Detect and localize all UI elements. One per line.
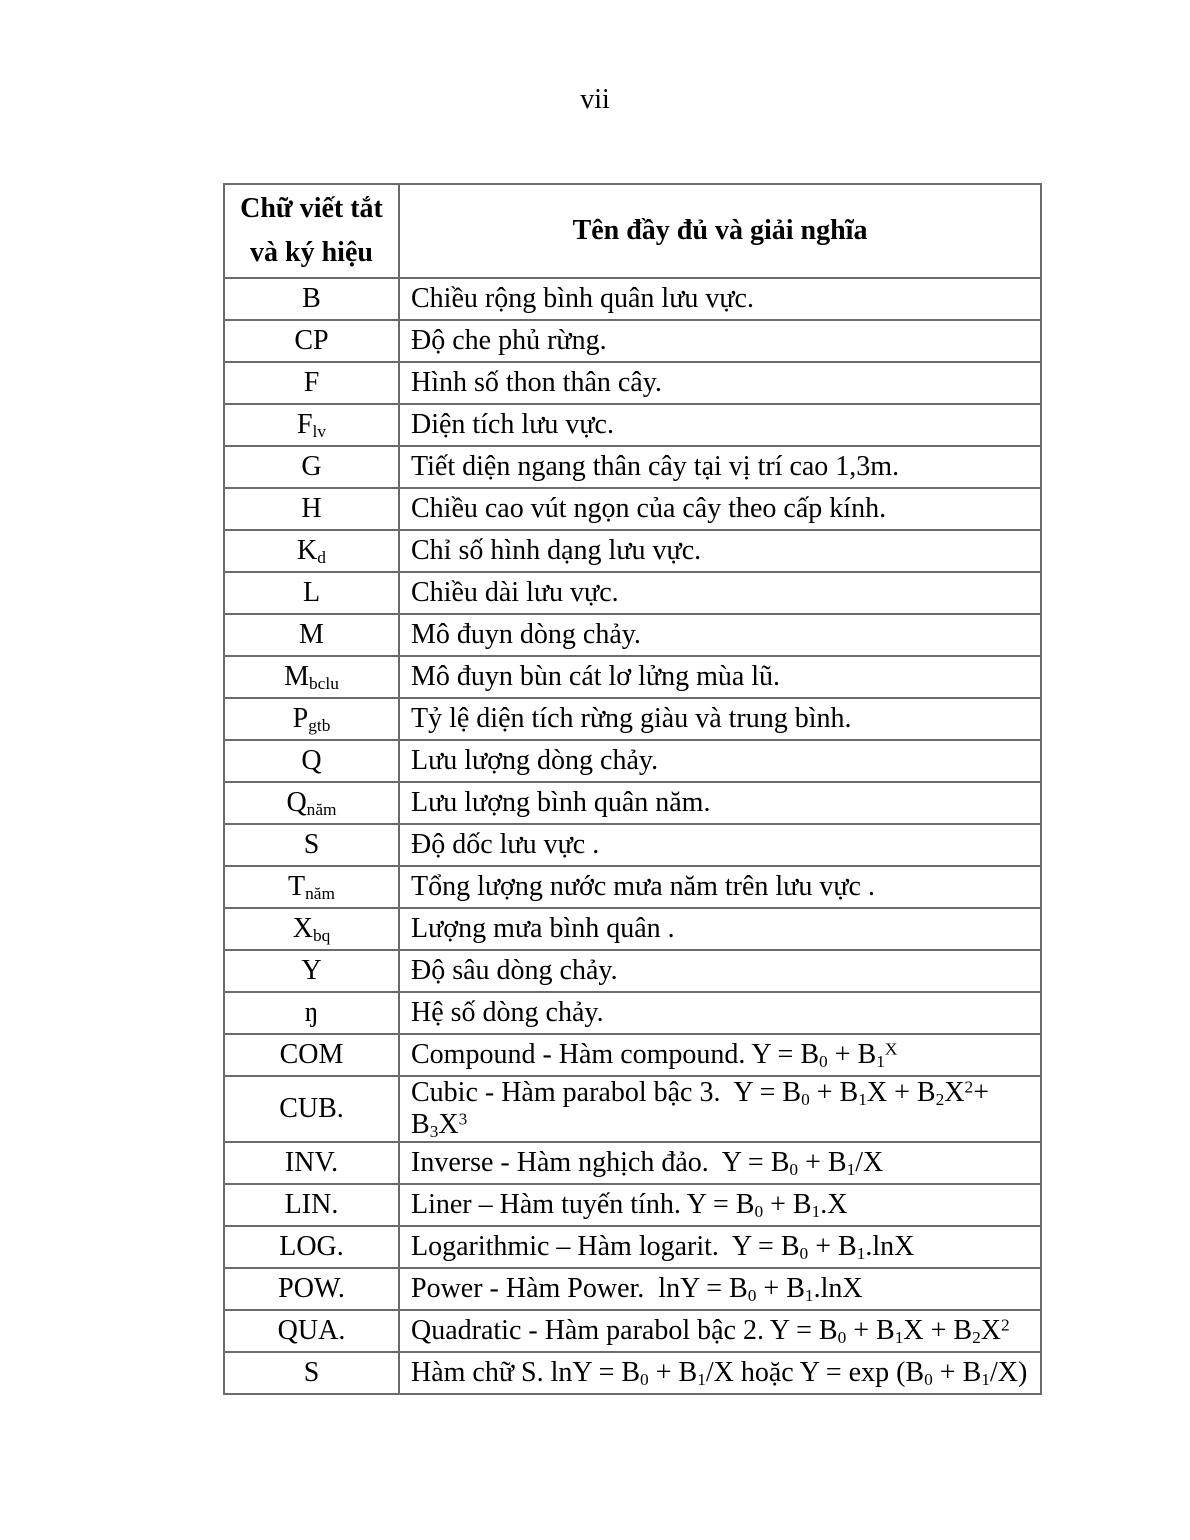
description-cell: Độ sâu dòng chảy. — [399, 950, 1041, 992]
symbol-cell: F — [224, 362, 399, 404]
symbol-cell: QUA. — [224, 1310, 399, 1352]
description-cell: Tỷ lệ diện tích rừng giàu và trung bình. — [399, 698, 1041, 740]
symbol-cell: $F_{lv}$ — [224, 404, 399, 446]
table-row — [224, 278, 1041, 320]
table-row — [224, 1034, 1041, 1076]
description-cell: Cubic - Hàm parabol bậc 3. $Y = B_0 + B_1X + B_2X^2+ B_3X^3$ — [399, 1076, 1041, 1142]
description-cell: Compound - Hàm compound. $Y = B_0 + B_1^X$ — [399, 1034, 1041, 1076]
symbol-cell: H — [224, 488, 399, 530]
symbol-cell: CP — [224, 320, 399, 362]
table-row — [224, 572, 1041, 614]
table-row — [224, 950, 1041, 992]
symbol-cell: L — [224, 572, 399, 614]
table-row — [224, 488, 1041, 530]
symbol-cell: G — [224, 446, 399, 488]
symbol-cell: $X_{bq}$ — [224, 908, 399, 950]
symbol-cell: S — [224, 1352, 399, 1394]
symbol-cell: LOG. — [224, 1226, 399, 1268]
description-cell: Mô đuyn dòng chảy. — [399, 614, 1041, 656]
table-row — [224, 1352, 1041, 1394]
description-cell: Hình số thon thân cây. — [399, 362, 1041, 404]
symbol-cell: $Q_{năm}$ — [224, 782, 399, 824]
header-symbol-column — [224, 184, 399, 278]
symbol-cell: Q — [224, 740, 399, 782]
symbol-cell: ŋ — [224, 992, 399, 1034]
table-row — [224, 1268, 1041, 1310]
header-description-column: Tên đầy đủ và giải nghĩa — [399, 184, 1041, 278]
table-row — [224, 992, 1041, 1034]
description-cell: Chiều dài lưu vực. — [399, 572, 1041, 614]
symbol-cell: CUB. — [224, 1076, 399, 1142]
description-cell: Chiều rộng bình quân lưu vực. — [399, 278, 1041, 320]
header-symbol-line1: Chữ viết tắt — [240, 193, 383, 224]
description-cell: Liner – Hàm tuyến tính. $Y = B_0 + B_1.X$ — [399, 1184, 1041, 1226]
description-cell: Chỉ số hình dạng lưu vực. — [399, 530, 1041, 572]
table-row — [224, 698, 1041, 740]
table-row — [224, 656, 1041, 698]
description-cell: Độ dốc lưu vực . — [399, 824, 1041, 866]
description-cell: Hệ số dòng chảy. — [399, 992, 1041, 1034]
description-cell: Tổng lượng nước mưa năm trên lưu vực . — [399, 866, 1041, 908]
description-cell: Inverse - Hàm nghịch đảo. $Y = B_0 + B_1/X$ — [399, 1142, 1041, 1184]
symbol-cell: COM — [224, 1034, 399, 1076]
description-cell: Logarithmic – Hàm logarit. $Y = B_0 + B_1.\ln X$ — [399, 1226, 1041, 1268]
symbol-cell: Y — [224, 950, 399, 992]
description-cell: Tiết diện ngang thân cây tại vị trí cao 1,3m. — [399, 446, 1041, 488]
table-row — [224, 740, 1041, 782]
table-row — [224, 1142, 1041, 1184]
abbreviations-table — [223, 183, 1042, 1395]
table-row — [224, 1310, 1041, 1352]
description-cell: Lượng mưa bình quân . — [399, 908, 1041, 950]
symbol-cell: LIN. — [224, 1184, 399, 1226]
table-row — [224, 614, 1041, 656]
page-number: vii — [580, 84, 610, 115]
table-row — [224, 1184, 1041, 1226]
description-cell: Hàm chữ S. $\ln Y = B_0 + B_1/X$ hoặc $Y = \exp (B_0 + B_1/X)$ — [399, 1352, 1041, 1394]
table-row — [224, 824, 1041, 866]
table-row — [224, 404, 1041, 446]
description-cell: Lưu lượng bình quân năm. — [399, 782, 1041, 824]
table-body — [224, 278, 1041, 1394]
description-cell: Lưu lượng dòng chảy. — [399, 740, 1041, 782]
symbol-cell: $T_{năm}$ — [224, 866, 399, 908]
description-cell: Quadratic - Hàm parabol bậc 2. $Y = B_0 + B_1X + B_2X^2$ — [399, 1310, 1041, 1352]
table-row — [224, 782, 1041, 824]
symbol-cell: S — [224, 824, 399, 866]
table-row — [224, 446, 1041, 488]
table-row — [224, 908, 1041, 950]
description-cell: Độ che phủ rừng. — [399, 320, 1041, 362]
table-row — [224, 320, 1041, 362]
table-row — [224, 530, 1041, 572]
table-row — [224, 1226, 1041, 1268]
symbol-cell: INV. — [224, 1142, 399, 1184]
table-row — [224, 362, 1041, 404]
symbol-cell: $M_{bclu}$ — [224, 656, 399, 698]
table-header-row — [224, 184, 1041, 278]
table-row — [224, 1076, 1041, 1142]
table-row — [224, 866, 1041, 908]
description-cell: Chiều cao vút ngọn của cây theo cấp kính. — [399, 488, 1041, 530]
description-cell: Mô đuyn bùn cát lơ lửng mùa lũ. — [399, 656, 1041, 698]
symbol-cell: M — [224, 614, 399, 656]
symbol-cell: $K_d$ — [224, 530, 399, 572]
symbol-cell: $P_{gtb}$ — [224, 698, 399, 740]
description-cell: Power - Hàm Power. $\ln Y = B_0 + B_1.\ln X$ — [399, 1268, 1041, 1310]
symbol-cell: POW. — [224, 1268, 399, 1310]
symbol-cell: B — [224, 278, 399, 320]
description-cell: Diện tích lưu vực. — [399, 404, 1041, 446]
header-symbol-line2: và ký hiệu — [250, 237, 373, 268]
